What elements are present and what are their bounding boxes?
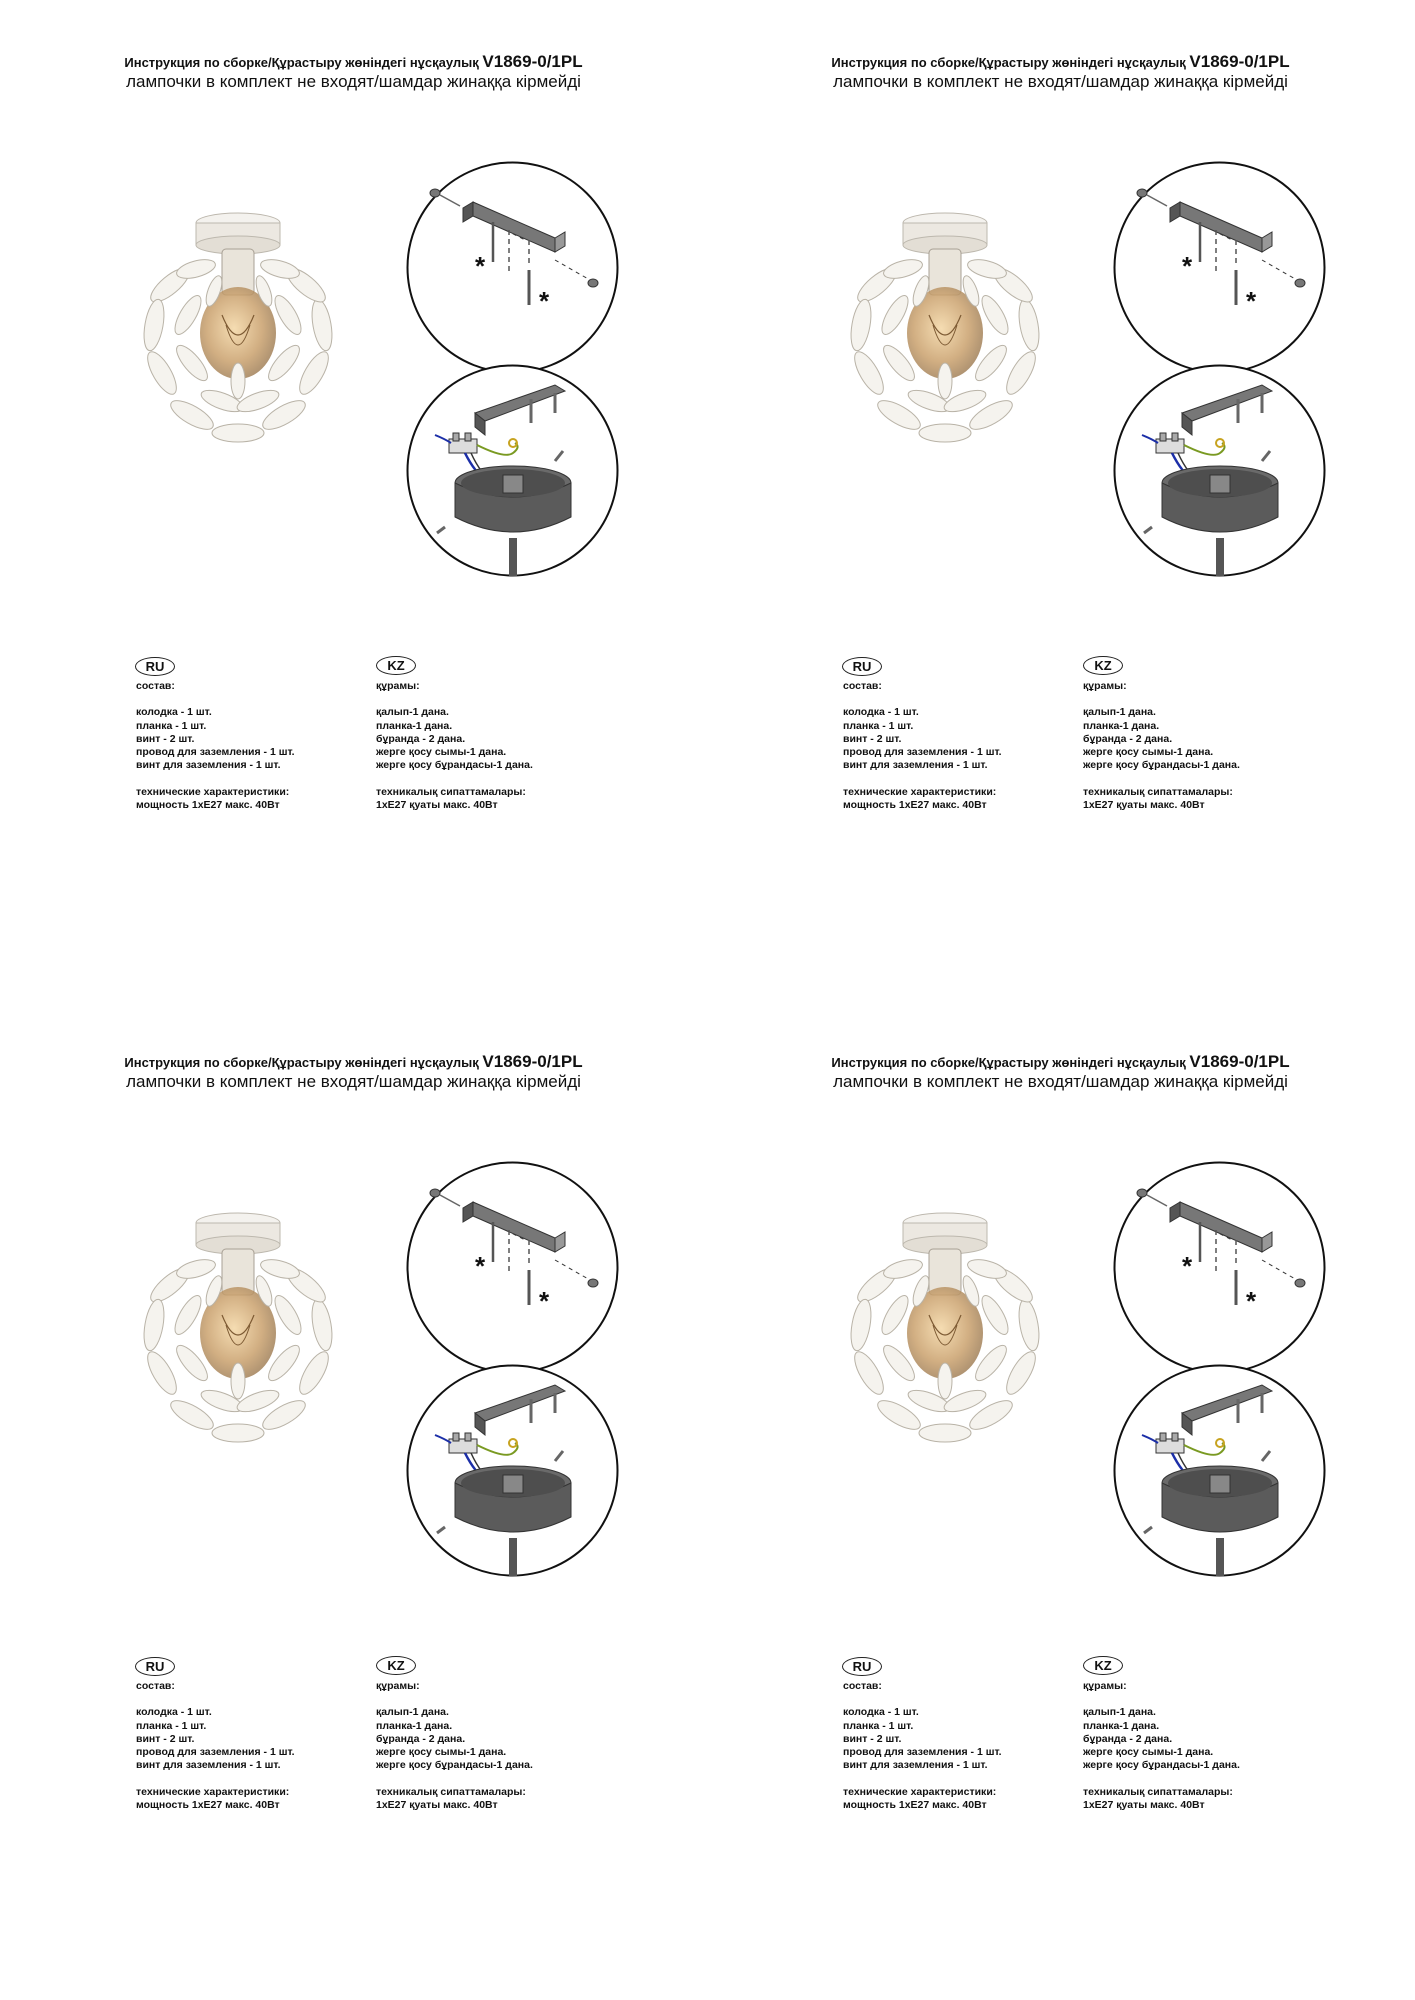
ru-spec: мощность 1хЕ27 макс. 40Вт (843, 799, 987, 812)
title-text: Инструкция по сборке/Құрастыру жөніндегі нұсқаулық (124, 1055, 479, 1070)
lang-badge-ru: RU (135, 657, 175, 676)
ru-item: провод для заземления - 1 шт. (843, 746, 1002, 759)
kz-item: жерге қосу бұрандасы-1 дана. (1083, 1759, 1240, 1772)
kz-components-list (376, 1680, 533, 1812)
instruction-sheet-3 (0, 1000, 707, 2000)
bracket-assembly-diagram (405, 160, 620, 375)
ru-item: планка - 1 шт. (843, 1719, 914, 1732)
wiring-diagram (1112, 363, 1327, 578)
ru-item: винт - 2 шт. (843, 1732, 902, 1745)
ru-item: винт - 2 шт. (843, 732, 902, 745)
kz-item: қалып-1 дана. (1083, 1706, 1156, 1719)
marker-asterisk: * (539, 286, 550, 316)
kz-spec-heading: техникалық сипаттамалары: (1083, 1785, 1233, 1798)
marker-asterisk: * (475, 251, 486, 281)
instruction-sheet-4 (707, 1000, 1414, 2000)
ru-item: винт для заземления - 1 шт. (843, 759, 988, 772)
instruction-subtitle: лампочки в комплект не входят/шамдар жинаққа кірмейді (833, 72, 1288, 91)
kz-heading: құрамы: (1083, 1680, 1127, 1692)
marker-asterisk: * (1182, 251, 1193, 281)
marker-asterisk: * (539, 1286, 550, 1316)
kz-item: жерге қосу сымы-1 дана. (1083, 746, 1214, 759)
kz-spec-heading: техникалық сипаттамалары: (376, 1785, 526, 1798)
ru-heading: состав: (843, 1680, 882, 1692)
ru-item: винт - 2 шт. (136, 1732, 195, 1745)
kz-components-list (376, 680, 533, 812)
ru-components-list (843, 680, 1002, 812)
lang-badge-kz: KZ (376, 656, 416, 675)
kz-components-list (1083, 680, 1240, 812)
instruction-title (0, 1052, 707, 1072)
bracket-assembly-diagram (405, 1160, 620, 1375)
kz-item: жерге қосу сымы-1 дана. (376, 1746, 507, 1759)
ru-item: провод для заземления - 1 шт. (136, 746, 295, 759)
instruction-title (0, 52, 707, 72)
ru-spec-heading: технические характеристики: (843, 1785, 997, 1798)
ru-item: винт для заземления - 1 шт. (136, 759, 281, 772)
ru-item: колодка - 1 шт. (136, 1706, 212, 1719)
ru-item: колодка - 1 шт. (136, 706, 212, 719)
kz-heading: құрамы: (376, 680, 420, 692)
ru-spec-heading: технические характеристики: (136, 1785, 290, 1798)
lamp-product-image (825, 205, 1065, 475)
instruction-title (707, 1052, 1414, 1072)
title-text: Инструкция по сборке/Құрастыру жөніндегі нұсқаулық (124, 55, 479, 70)
kz-spec: 1хЕ27 қуаты макс. 40Вт (1083, 1799, 1205, 1812)
instruction-subtitle: лампочки в комплект не входят/шамдар жинаққа кірмейді (126, 72, 581, 91)
model-number: V1869-0/1PL (482, 1052, 583, 1071)
kz-components-list (1083, 1680, 1240, 1812)
ru-item: колодка - 1 шт. (843, 1706, 919, 1719)
kz-item: қалып-1 дана. (376, 706, 449, 719)
kz-item: бұранда - 2 дана. (1083, 1732, 1173, 1745)
kz-item: қалып-1 дана. (1083, 706, 1156, 719)
ru-spec: мощность 1хЕ27 макс. 40Вт (136, 1799, 280, 1812)
lang-badge-ru: RU (842, 657, 882, 676)
model-number: V1869-0/1PL (1189, 1052, 1290, 1071)
ru-heading: состав: (136, 1680, 175, 1692)
ru-spec: мощность 1хЕ27 макс. 40Вт (136, 799, 280, 812)
kz-spec-heading: техникалық сипаттамалары: (1083, 785, 1233, 798)
wiring-diagram (1112, 1363, 1327, 1578)
instruction-sheet-1 (0, 0, 707, 1000)
wiring-diagram (405, 1363, 620, 1578)
lamp-product-image (118, 205, 358, 475)
lang-badge-ru: RU (842, 1657, 882, 1676)
ru-components-list (843, 1680, 1002, 1812)
ru-item: винт для заземления - 1 шт. (136, 1759, 281, 1772)
instruction-sheet-2 (707, 0, 1414, 1000)
kz-item: бұранда - 2 дана. (1083, 732, 1173, 745)
kz-item: қалып-1 дана. (376, 1706, 449, 1719)
lang-badge-kz: KZ (1083, 656, 1123, 675)
ru-spec: мощность 1хЕ27 макс. 40Вт (843, 1799, 987, 1812)
bracket-assembly-diagram (1112, 1160, 1327, 1375)
title-text: Инструкция по сборке/Құрастыру жөніндегі нұсқаулық (831, 55, 1186, 70)
ru-item: винт - 2 шт. (136, 732, 195, 745)
ru-item: провод для заземления - 1 шт. (843, 1746, 1002, 1759)
ru-item: колодка - 1 шт. (843, 706, 919, 719)
kz-item: бұранда - 2 дана. (376, 1732, 466, 1745)
ru-components-list (136, 1680, 295, 1812)
kz-item: бұранда - 2 дана. (376, 732, 466, 745)
kz-item: жерге қосу бұрандасы-1 дана. (1083, 759, 1240, 772)
kz-spec-heading: техникалық сипаттамалары: (376, 785, 526, 798)
kz-item: планка-1 дана. (376, 1719, 453, 1732)
ru-item: провод для заземления - 1 шт. (136, 1746, 295, 1759)
ru-spec-heading: технические характеристики: (843, 785, 997, 798)
kz-item: планка-1 дана. (1083, 1719, 1160, 1732)
instruction-subtitle: лампочки в комплект не входят/шамдар жинаққа кірмейді (833, 1072, 1288, 1091)
kz-spec: 1хЕ27 қуаты макс. 40Вт (376, 799, 498, 812)
lang-badge-kz: KZ (1083, 1656, 1123, 1675)
ru-components-list (136, 680, 295, 812)
kz-item: жерге қосу бұрандасы-1 дана. (376, 759, 533, 772)
kz-item: планка-1 дана. (1083, 719, 1160, 732)
model-number: V1869-0/1PL (482, 52, 583, 71)
wiring-diagram (405, 363, 620, 578)
bracket-assembly-diagram (1112, 160, 1327, 375)
ru-item: планка - 1 шт. (136, 1719, 207, 1732)
title-text: Инструкция по сборке/Құрастыру жөніндегі нұсқаулық (831, 1055, 1186, 1070)
kz-heading: құрамы: (1083, 680, 1127, 692)
kz-spec: 1хЕ27 қуаты макс. 40Вт (1083, 799, 1205, 812)
ru-item: планка - 1 шт. (136, 719, 207, 732)
marker-asterisk: * (475, 1251, 486, 1281)
ru-item: винт для заземления - 1 шт. (843, 1759, 988, 1772)
kz-item: жерге қосу сымы-1 дана. (376, 746, 507, 759)
ru-item: планка - 1 шт. (843, 719, 914, 732)
lang-badge-kz: KZ (376, 1656, 416, 1675)
instruction-title (707, 52, 1414, 72)
ru-heading: состав: (136, 680, 175, 692)
kz-heading: құрамы: (376, 1680, 420, 1692)
ru-spec-heading: технические характеристики: (136, 785, 290, 798)
marker-asterisk: * (1246, 1286, 1257, 1316)
lamp-product-image (825, 1205, 1065, 1475)
instruction-subtitle: лампочки в комплект не входят/шамдар жинаққа кірмейді (126, 1072, 581, 1091)
model-number: V1869-0/1PL (1189, 52, 1290, 71)
lang-badge-ru: RU (135, 1657, 175, 1676)
kz-item: жерге қосу бұрандасы-1 дана. (376, 1759, 533, 1772)
marker-asterisk: * (1246, 286, 1257, 316)
ru-heading: состав: (843, 680, 882, 692)
lamp-product-image (118, 1205, 358, 1475)
kz-item: планка-1 дана. (376, 719, 453, 732)
kz-item: жерге қосу сымы-1 дана. (1083, 1746, 1214, 1759)
kz-spec: 1хЕ27 қуаты макс. 40Вт (376, 1799, 498, 1812)
marker-asterisk: * (1182, 1251, 1193, 1281)
